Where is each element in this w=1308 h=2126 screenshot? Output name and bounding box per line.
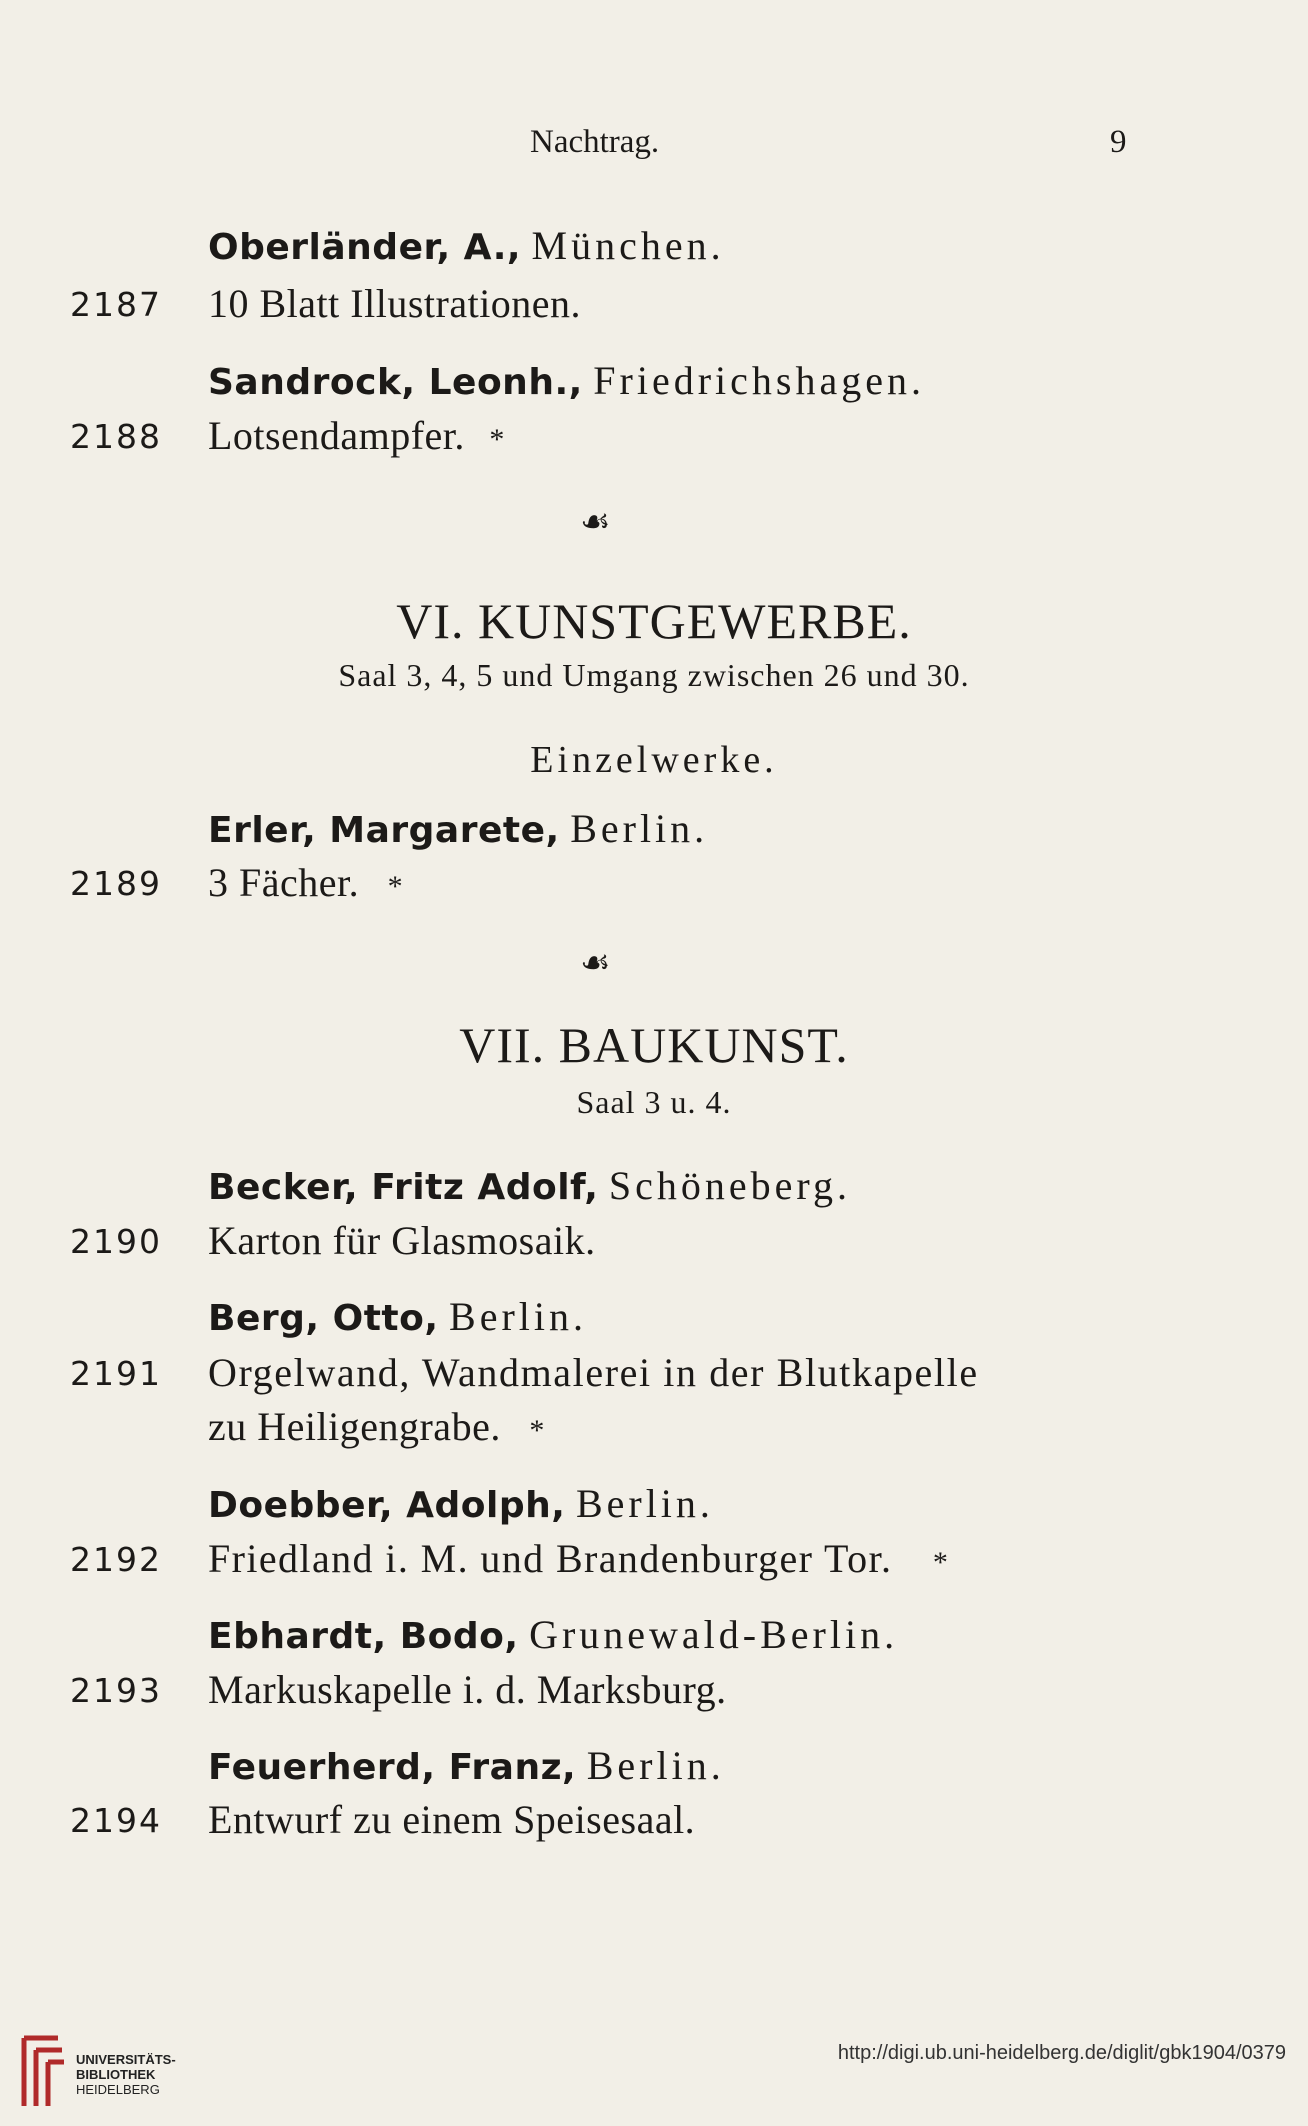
source-url[interactable]: http://digi.ub.uni-heidelberg.de/diglit/gbk1904/0379 [837,2042,1286,2064]
work-title: Lotsendampfer. [208,413,465,458]
section-location: Saal 3 u. 4. [576,1084,732,1120]
section-title: VI. KUNSTGEWERBE. [396,593,912,649]
catalog-number: 2187 [70,285,162,324]
artist-city: Grunewald-Berlin. [529,1612,899,1657]
work-title: Markuskapelle i. d. Marksburg. [208,1667,727,1712]
work-line [208,1535,948,1582]
artist-name: Erler, Margarete, [208,810,560,851]
artist-line [208,1293,587,1340]
work-line [208,412,505,459]
artist-name: Doebber, Adolph, [208,1485,566,1526]
work-title-continued: zu Heiligengrabe. [208,1404,501,1449]
ornament-icon: ☙ [580,945,611,982]
section-location: Saal 3, 4, 5 und Umgang zwischen 26 und 30. [338,657,970,693]
asterisk-mark: * [529,1414,545,1447]
library-name-line: HEIDELBERG [76,2082,160,2097]
work-title: Orgelwand, Wandmalerei in der Blutkapelle [208,1350,979,1395]
artist-line [208,1162,851,1209]
artist-city: Berlin. [570,806,709,851]
running-header: Nachtrag. [530,124,660,160]
catalog-number: 2194 [70,1801,162,1840]
work-title: Karton für Glasmosaik. [208,1218,596,1263]
catalog-number: 2191 [70,1354,162,1393]
catalog-number: 2188 [70,417,162,456]
work-title: 3 Fächer. [208,860,360,905]
catalog-number: 2193 [70,1671,162,1710]
artist-line [208,357,925,404]
section-title: VII. BAUKUNST. [459,1017,849,1073]
artist-city: Friedrichshagen. [593,358,925,403]
artist-city: Schöneberg. [608,1163,852,1208]
work-line [208,859,403,906]
artist-name: Berg, Otto, [208,1298,439,1339]
artist-city: Berlin. [449,1294,588,1339]
work-title: Friedland i. M. und Brandenburger Tor. [208,1536,893,1581]
artist-line [208,1611,898,1658]
library-logo-icon [14,2030,70,2114]
artist-city: Berlin. [586,1743,725,1788]
artist-line [208,1742,725,1789]
artist-city: München. [531,223,725,268]
artist-city: Berlin. [575,1481,714,1526]
artist-name: Becker, Fritz Adolf, [208,1167,599,1208]
catalog-number: 2190 [70,1222,162,1261]
asterisk-mark: * [489,423,505,456]
catalog-number: 2189 [70,864,162,903]
library-name [76,2052,176,2097]
library-name-line: UNIVERSITÄTS- [76,2052,176,2067]
artist-name: Feuerherd, Franz, [208,1747,577,1788]
work-line [208,1403,545,1450]
page-number: 9 [1110,124,1127,160]
artist-name: Oberländer, A., [208,227,522,268]
library-logo [14,2030,204,2120]
library-name-line: BIBLIOTHEK [76,2067,156,2082]
section-subheading: Einzelwerke. [530,739,778,781]
artist-name: Ebhardt, Bodo, [208,1616,519,1657]
work-title: Entwurf zu einem Speisesaal. [208,1797,696,1842]
artist-line [208,1480,714,1527]
artist-line [208,222,725,269]
artist-name: Sandrock, Leonh., [208,362,583,403]
catalog-number: 2192 [70,1540,162,1579]
asterisk-mark: * [932,1546,949,1579]
artist-line [208,805,708,852]
work-title: 10 Blatt Illustrationen. [208,281,582,326]
ornament-icon: ☙ [580,504,611,541]
asterisk-mark: * [387,870,404,903]
